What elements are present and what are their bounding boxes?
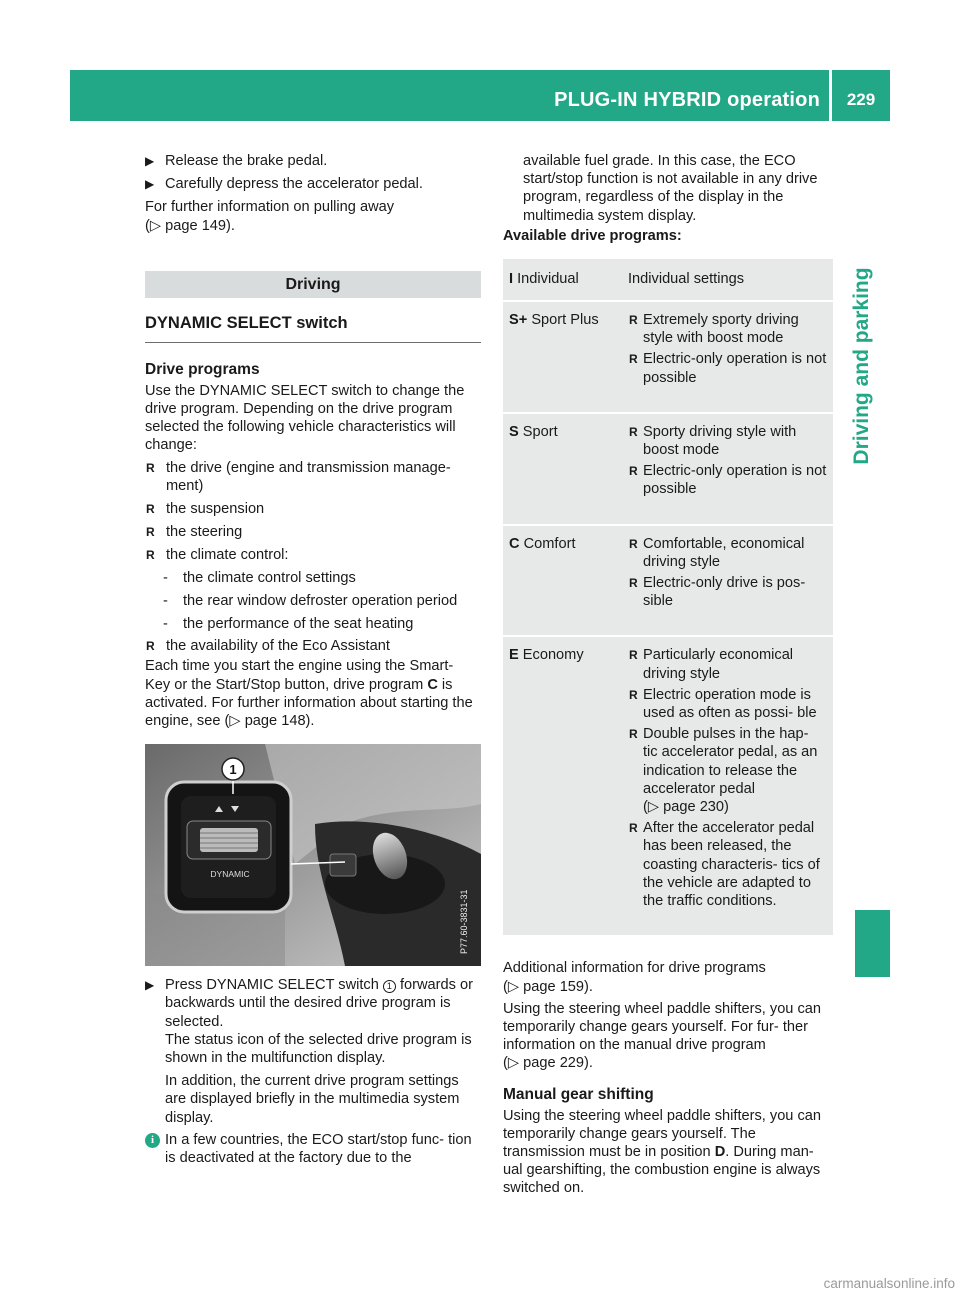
paddle-paragraph: Using the steering wheel paddle shifters, you can temporarily change gears yourself. For fur- ther information on the manual drive program (▷ page 229). [503,1000,822,1072]
page-ref-arrow-icon: ▷ [149,217,162,234]
available-programs-title: Available drive programs: [503,227,682,244]
bullet-icon: R [146,460,155,475]
bullet-icon: R [629,727,638,742]
chapter-title: PLUG-IN HYBRID operation [554,89,820,111]
sub-list-item: - the performance of the seat heating [163,616,414,633]
page-reference[interactable]: page 159). [523,978,593,995]
list-item: R Electric-only operation is not possible [629,463,827,498]
bullet-icon: R [629,313,638,328]
page-ref-arrow-icon: ▷ [229,713,241,730]
right-column [503,152,833,1198]
page-ref-arrow-icon: ▷ [647,799,660,816]
photo-callout-number: 1 [229,762,237,778]
photo-code: P77.60-3831-31 [459,889,469,955]
side-tab-marker [855,910,890,977]
list-item: R the steering [146,524,243,541]
info-note: i In a few countries, the ECO start/stop func- tion is deactivated at the factory due to the [145,1131,481,1167]
watermark: carmanualsonline.info [823,1276,955,1291]
step-item: ▶ Press DYNAMIC SELECT switch 1 forwards or backwards until the desired drive program is selected. [145,977,473,1030]
page-number: 229 [846,90,876,109]
side-tab-label: Driving and parking [850,267,873,465]
table-row: S+ Sport Plus R Extremely sporty driving style with boost mode R Electric-only operation is not possible [503,302,833,414]
bullet-icon: R [146,502,155,517]
list-item: R the availability of the Eco Assistant [146,638,390,655]
list-item: R Electric-only operation is not possible [629,351,827,386]
bullet-icon: R [629,352,638,367]
list-item: R Electric-only drive is pos- sible [629,575,806,610]
list-item: R Particularly economical driving style [629,647,794,682]
step-item: ▶ Carefully depress the accelerator pedal. [145,176,423,193]
list-item: R Sporty driving style with boost mode [629,423,797,459]
bullet-icon: R [629,648,638,663]
list-item: R the drive (engine and transmission manage- ment) [146,459,451,494]
step-arrow-icon: ▶ [145,978,155,993]
drive-programs-table [503,259,833,935]
list-item: R Extremely sporty driving style with boost mode [629,312,799,347]
bullet-icon: R [629,536,638,551]
info-continuation: available fuel grade. In this case, the ECO start/stop function is not available in any drive program, regardless of the display in the multimedia system display. [523,153,818,224]
bullet-icon: R [146,639,155,654]
dynamic-select-photo [145,744,481,966]
further-info-paragraph: For further information on pulling away (▷ page 149). [145,199,395,234]
callout-marker: 1 [383,980,396,993]
bullet-icon: R [629,424,638,439]
heading-dynamic-select: DYNAMIC SELECT switch [145,312,481,343]
page-reference[interactable]: page 148). [244,713,315,730]
page-ref-arrow-icon: ▷ [507,1055,520,1072]
table-row: S Sport R Sporty driving style with boost mode R Electric-only operation is not possible [503,414,833,526]
bullet-icon: R [146,548,155,563]
additional-info-paragraph: Additional information for drive programs (▷ page 159). [503,960,766,995]
bullet-icon: R [629,821,638,836]
page-reference[interactable]: page 229). [523,1055,593,1072]
manual-paragraph: Using the steering wheel paddle shifters, you can temporarily change gears yourself. The transmission must be in position D. During man- ual gearshifting, the combustion engine is always switched on. [503,1107,822,1197]
bullet-icon: R [629,464,638,479]
page-reference[interactable]: page 149). [165,217,235,234]
table-row: E Economy R Particularly economical driving style R Electric operation mode is used as often as possi- ble R Double pulses in the hap- tic accelerator pedal, as an indication to release the accelerator pedal (▷ page 230) R After the accelerator pedal has been released, the coasting characteris- tics of the vehicle are adapted to the traffic conditions. [503,637,833,935]
list-item: R Electric operation mode is used as often as possi- ble [629,686,817,722]
photo-switch-label: DYNAMIC [210,869,250,880]
table-row: I Individual Individual settings [503,259,833,302]
sub-list-item: - the climate control settings [163,569,356,586]
page-reference[interactable]: page 230) [663,799,729,816]
step-arrow-icon: ▶ [145,154,155,168]
page-ref-arrow-icon: ▷ [507,978,520,995]
list-item: R Comfortable, economical driving style [629,535,805,570]
photo-illustration [145,744,481,966]
bullet-icon: R [146,525,155,540]
step-item: ▶ Release the brake pedal. [145,153,328,169]
start-paragraph: Each time you start the engine using the Smart- Key or the Start/Stop button, drive program C is activated. For further information about starting the engine, see (▷ page 148). [145,658,473,730]
section-title: Driving [145,271,481,298]
table-row: C Comfort R Comfortable, economical driving style R Electric-only drive is pos- sible [503,526,833,638]
status-paragraph: The status icon of the selected drive program is shown in the multifunction display. [165,1031,472,1067]
intro-paragraph: Use the DYNAMIC SELECT switch to change the drive program. Depending on the drive program selected the following vehicle characteristics will change: [145,382,465,454]
step-arrow-icon: ▶ [145,177,155,192]
left-column [145,152,481,1167]
list-item: R After the accelerator pedal has been released, the coasting characteris- tics of the vehicle are adapted to the traffic conditions. [629,820,820,910]
bullet-icon: R [629,687,638,702]
bullet-icon: R [629,576,638,591]
side-tab [840,126,884,606]
list-item: R the climate control: [146,547,289,564]
list-item: R the suspension [146,501,265,518]
addition-paragraph: In addition, the current drive program settings are displayed briefly in the multimedia system display. [165,1073,460,1126]
list-item: R Double pulses in the hap- tic accelerator pedal, as an indication to release the accelerator pedal (▷ page 230) [629,726,818,816]
heading-manual-gear-shifting: Manual gear shifting [503,1085,654,1103]
sub-list-item: - the rear window defroster operation period [163,592,458,609]
info-icon: i [145,1133,160,1148]
heading-drive-programs: Drive programs [145,360,260,378]
